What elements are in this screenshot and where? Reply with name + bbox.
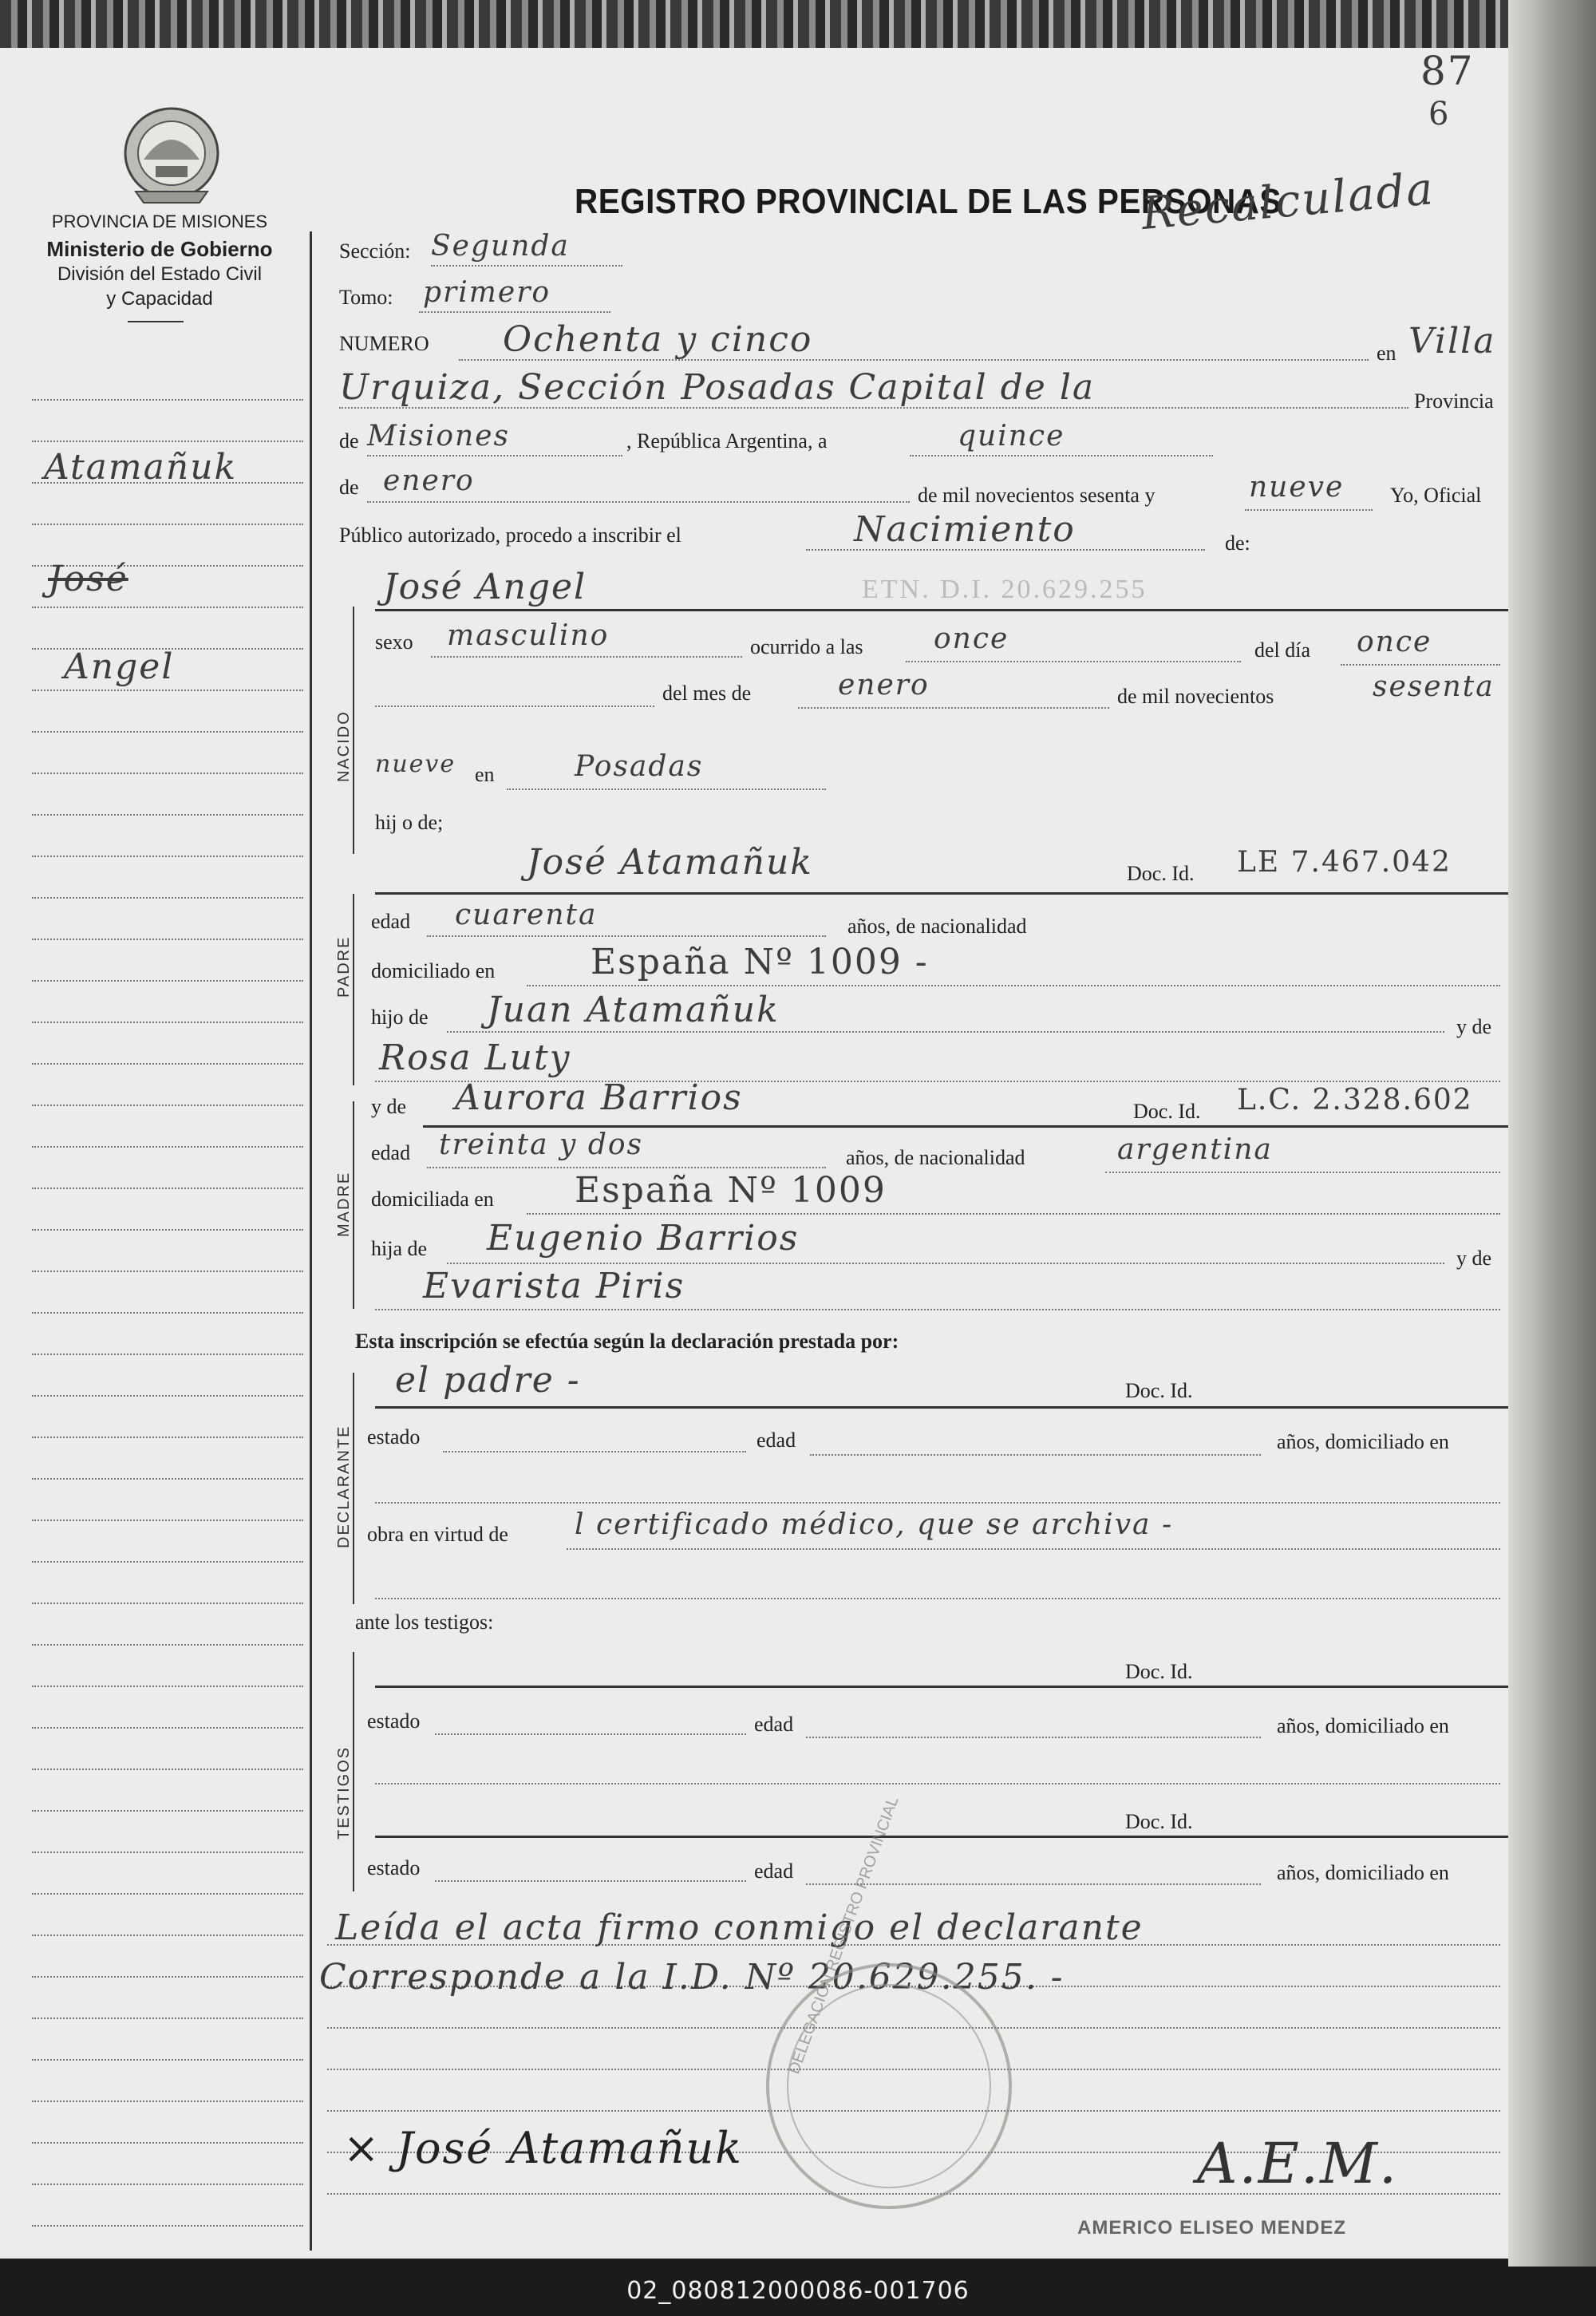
dotted-line [375, 1309, 1500, 1310]
margin-line [32, 1644, 303, 1646]
division-name-2: y Capacidad [106, 288, 213, 310]
label-inscripcion: Esta inscripción se efectúa según la declaración prestada por: [355, 1330, 899, 1353]
value-mes-acta: enero [383, 464, 475, 497]
margin-line [32, 1603, 303, 1604]
dotted-line [431, 656, 742, 658]
line-nombre [375, 609, 1508, 611]
section-madre: MADRE [335, 1171, 353, 1237]
value-provincia: Misiones [367, 420, 511, 453]
oficial-name-stamp: AMERICO ELISEO MENDEZ [1077, 2217, 1347, 2239]
margin-line [32, 399, 303, 401]
label-y-de-padre: y de [1456, 1015, 1492, 1038]
value-padre-doc: LE 7.467.042 [1237, 846, 1452, 879]
value-dia-acta: quince [958, 420, 1065, 453]
label-estado-testigo-1: estado [367, 1709, 421, 1733]
margin-line [32, 1686, 303, 1687]
dotted-line [443, 1451, 746, 1452]
margin-surname: Atamañuk [44, 447, 238, 488]
label-de: de [339, 429, 359, 453]
margin-line [32, 1769, 303, 1770]
dotted-line [375, 1502, 1500, 1504]
label-y-de-madre-end: y de [1456, 1247, 1492, 1270]
label-del-mes: del mes de [662, 682, 752, 705]
dotted-line [435, 1880, 746, 1882]
value-abuelo-paterno: Juan Atamañuk [487, 990, 780, 1030]
dotted-line [435, 1733, 746, 1735]
margin-line [32, 980, 303, 982]
value-localidad: Urquiza, Sección Posadas Capital de la [339, 367, 1096, 408]
label-republica: , República Argentina, a [626, 429, 828, 453]
image-id-label: 02_080812000086-001706 [626, 2277, 970, 2305]
margin-line [32, 690, 303, 691]
label-obra: obra en virtud de [367, 1523, 508, 1546]
round-stamp-text: DELEGACION REGISTRO PROVINCIAL [785, 1794, 903, 2077]
dotted-line [806, 1737, 1261, 1738]
margin-line [32, 897, 303, 899]
margin-line [32, 1022, 303, 1023]
dotted-line [810, 1454, 1261, 1456]
label-nacionalidad-padre: años, de nacionalidad [847, 915, 1027, 938]
value-padre-domicilio: España Nº 1009 - [591, 942, 929, 982]
dotted-line [375, 1598, 1500, 1599]
label-tomo: Tomo: [339, 286, 393, 309]
dotted-line [910, 455, 1213, 456]
value-numero: Ochenta y cinco [503, 319, 813, 360]
closing-line-2: Corresponde a la I.D. Nº 20.629.255. - [319, 1957, 1065, 1998]
image-footer [0, 2271, 1596, 2316]
label-testigos: ante los testigos: [355, 1611, 494, 1634]
label-edad-testigo-1: edad [754, 1713, 794, 1736]
label-domiciliado-declarante: años, domiciliado en [1277, 1430, 1449, 1453]
margin-line [32, 1312, 303, 1314]
section-nacido: NACIDO [335, 710, 353, 782]
birth-certificate-page [0, 48, 1508, 2259]
signature-declarante: × José Atamañuk [343, 2123, 744, 2173]
margin-line [32, 2184, 303, 2185]
page-title: REGISTRO PROVINCIAL DE LAS PERSONAS [575, 182, 1282, 221]
label-estado-testigo-2: estado [367, 1856, 421, 1879]
value-anio-1: sesenta [1373, 670, 1495, 703]
label-sexo: sexo [375, 630, 413, 654]
ministry-name: Ministerio de Gobierno [46, 237, 273, 261]
label-domiciliado-testigo-1: años, domiciliado en [1277, 1714, 1449, 1737]
value-madre-nacionalidad: argentina [1117, 1133, 1273, 1166]
division-name: División del Estado Civil [57, 263, 263, 285]
province-coat-of-arms [120, 104, 223, 207]
value-lugar: Posadas [575, 750, 704, 783]
label-seccion: Sección: [339, 239, 411, 263]
label-de-colon: de: [1225, 532, 1250, 555]
corner-mark: 6 [1428, 96, 1451, 132]
margin-second-name: Angel [64, 646, 175, 687]
margin-line [32, 1354, 303, 1355]
dotted-line [527, 1213, 1500, 1215]
label-estado-declarante: estado [367, 1425, 421, 1448]
margin-line [32, 814, 303, 816]
value-seccion: Segunda [431, 230, 570, 263]
value-nacido-nombre: José Angel [383, 567, 587, 607]
margin-line [32, 939, 303, 940]
label-publico: Público autorizado, procedo a inscribir el [339, 524, 681, 547]
line-declarante [375, 1406, 1508, 1409]
value-obra: l certificado médico, que se archiva - [575, 1508, 1174, 1541]
line-padre [375, 892, 1508, 895]
decorative-border [0, 0, 1596, 49]
margin-line [32, 1271, 303, 1272]
margin-line [32, 1810, 303, 1812]
value-madre-nombre: Aurora Barrios [455, 1077, 743, 1118]
label-hijo-de: hijo de [371, 1006, 429, 1029]
dotted-line [375, 1783, 1500, 1784]
margin-line [32, 2142, 303, 2144]
dotted-line [507, 788, 826, 790]
section-padre: PADRE [335, 935, 353, 998]
label-edad-declarante: edad [757, 1429, 796, 1452]
value-anio-2: nueve [375, 750, 456, 778]
label-edad-testigo-2: edad [754, 1860, 794, 1883]
margin-line [32, 1146, 303, 1148]
margin-line [32, 1727, 303, 1729]
margin-line [32, 524, 303, 525]
label-hij-de: hij o de; [375, 811, 444, 834]
label-edad-madre: edad [371, 1141, 411, 1164]
margin-line [32, 2101, 303, 2102]
dotted-line [431, 265, 622, 267]
value-tomo: primero [423, 276, 551, 309]
label-doc-id-declarante: Doc. Id. [1125, 1379, 1193, 1402]
label-domiciliado-padre: domiciliado en [371, 959, 496, 982]
margin-line [32, 773, 303, 774]
section-testigos: TESTIGOS [335, 1745, 353, 1840]
value-padre-edad: cuarenta [455, 899, 598, 931]
dotted-line [567, 1548, 1500, 1550]
label-ocurrido: ocurrido a las [750, 635, 863, 658]
label-del-dia: del día [1254, 638, 1311, 662]
dotted-line [1245, 509, 1373, 511]
label-doc-id-testigo-2: Doc. Id. [1125, 1810, 1193, 1833]
margin-line [32, 2059, 303, 2061]
dotted-line [806, 1883, 1261, 1885]
value-en: Villa [1408, 321, 1496, 362]
margin-line [32, 1852, 303, 1853]
label-en-lugar: en [475, 763, 495, 786]
value-dia: once [1357, 626, 1432, 658]
margin-line [32, 1188, 303, 1189]
dotted-line [419, 311, 610, 313]
margin-line [32, 2225, 303, 2227]
margin-divider [310, 231, 312, 2251]
label-de-mil-novecientos: de mil novecientos [1117, 685, 1274, 708]
value-acto: Nacimiento [854, 509, 1076, 550]
margin-line [32, 731, 303, 733]
value-anio-acta: nueve [1249, 471, 1345, 504]
label-nacionalidad-madre: años, de nacionalidad [846, 1146, 1025, 1169]
value-abuela-paterna: Rosa Luty [379, 1037, 571, 1078]
margin-line [32, 1105, 303, 1106]
line-testigo-1 [375, 1686, 1508, 1688]
label-doc-id-padre: Doc. Id. [1127, 862, 1195, 885]
dotted-line [375, 705, 654, 707]
value-declarante: el padre - [395, 1360, 581, 1401]
margin-line [32, 2018, 303, 2019]
margin-line [32, 441, 303, 442]
margin-line [32, 1395, 303, 1397]
label-doc-id-madre: Doc. Id. [1133, 1100, 1201, 1123]
margin-line [32, 1520, 303, 1521]
page-number: 87 [1420, 48, 1475, 94]
signature-oficial: A.E.M. [1197, 2131, 1399, 2196]
label-en: en [1377, 342, 1396, 365]
margin-line [32, 856, 303, 857]
faint-stamp: ETN. D.I. 20.629.255 [862, 575, 1148, 604]
label-de-2: de [339, 476, 359, 499]
section-declarante: DECLARANTE [335, 1425, 353, 1548]
closing-line-1: Leída el acta firmo conmigo el declarante [335, 1907, 1144, 1948]
margin-line [32, 1063, 303, 1065]
province-name: PROVINCIA DE MISIONES [51, 211, 268, 231]
dotted-line [906, 661, 1241, 662]
annotation-recalculada: Recalculada [1139, 163, 1437, 240]
value-mes: enero [838, 669, 930, 702]
margin-line [32, 1229, 303, 1231]
dotted-line [367, 455, 622, 456]
label-yo-oficial: Yo, Oficial [1390, 484, 1482, 507]
dotted-line [367, 501, 910, 503]
label-domiciliada-madre: domiciliada en [371, 1188, 494, 1211]
value-padre-nombre: José Atamañuk [527, 842, 813, 883]
value-abuelo-materno: Eugenio Barrios [487, 1218, 800, 1259]
margin-line [32, 1437, 303, 1438]
label-doc-id-testigo-1: Doc. Id. [1125, 1660, 1193, 1683]
dotted-line [447, 1263, 1444, 1264]
label-provincia: Provincia [1414, 389, 1494, 413]
label-domiciliado-testigo-2: años, domiciliado en [1277, 1861, 1449, 1884]
dotted-line [447, 1031, 1444, 1033]
value-abuela-materna: Evarista Piris [423, 1266, 685, 1306]
value-madre-doc: L.C. 2.328.602 [1237, 1084, 1473, 1117]
dotted-line [1341, 664, 1500, 666]
margin-line [32, 1893, 303, 1895]
label-mil-novecientos: de mil novecientos sesenta y [918, 484, 1156, 507]
margin-line [32, 607, 303, 608]
label-y-de-madre: y de [371, 1095, 407, 1118]
margin-line [32, 1935, 303, 1936]
margin-line [32, 1561, 303, 1563]
book-edge [1508, 0, 1596, 2267]
line-testigo-2 [375, 1836, 1508, 1838]
value-sexo: masculino [447, 619, 610, 652]
issuer-underline [128, 321, 184, 322]
value-madre-domicilio: España Nº 1009 [575, 1170, 887, 1211]
dotted-line [427, 1167, 826, 1168]
dotted-line [1105, 1172, 1500, 1173]
dotted-line [427, 935, 826, 937]
margin-line [32, 1976, 303, 1978]
value-madre-edad: treinta y dos [439, 1128, 644, 1161]
margin-first-name: José [48, 559, 128, 599]
margin-line [32, 1478, 303, 1480]
dotted-line [527, 985, 1500, 986]
value-hora: once [934, 622, 1009, 655]
dotted-line [798, 707, 1109, 709]
label-numero: NUMERO [339, 332, 429, 355]
line-madre [423, 1125, 1508, 1128]
label-hija-de: hija de [371, 1237, 428, 1260]
label-edad-padre: edad [371, 910, 411, 933]
